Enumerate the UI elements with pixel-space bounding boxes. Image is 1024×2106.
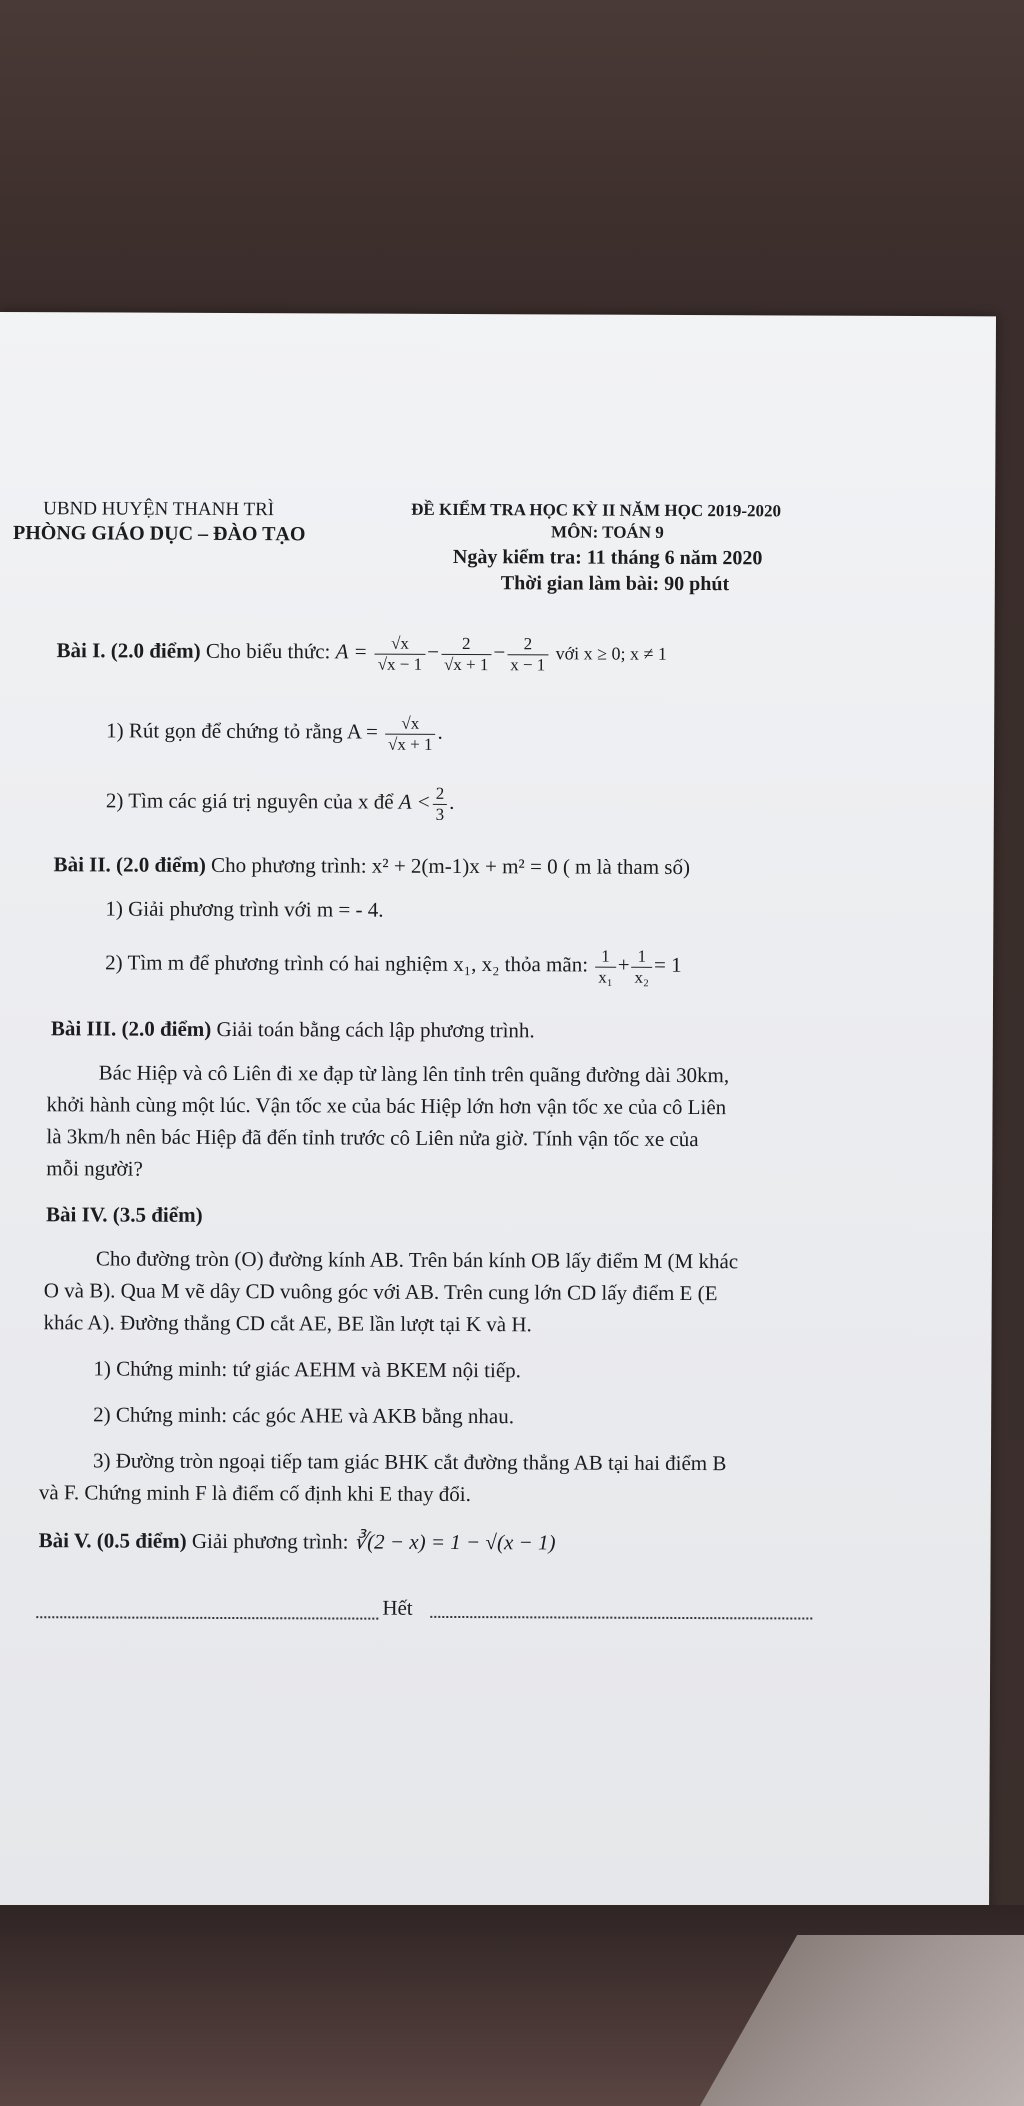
bai4-line-1: Cho đường tròn (O) đường kính AB. Trên bán kính OB lấy điểm M (M khác <box>95 1246 739 1274</box>
bai1-fraction-2: $\frac{2}{√x + 1}$ <box>441 634 492 674</box>
bai1-fraction-3: $\frac{2}{x - 1}$ <box>507 634 548 674</box>
bai1-question-2: 2) Tìm các giá trị nguyên của x để A < $\frac{2}{3}$ . <box>105 783 455 824</box>
bai1-intro: Cho biểu thức: <box>205 638 331 664</box>
bai1-condition: với x ≥ 0; x ≠ 1 <box>555 643 667 664</box>
bai4-question-1: 1) Chứng minh: tứ giác AEHM và BKEM nội tiếp. <box>93 1356 522 1383</box>
header-exam-title: ĐỀ KIỂM TRA HỌC KỲ II NĂM HỌC 2019-2020 <box>411 499 782 521</box>
bai5-intro: Giải phương trình: <box>191 1528 349 1554</box>
header-department: PHÒNG GIÁO DỤC – ĐÀO TẠO <box>12 522 306 546</box>
header-district: UBND HUYỆN THANH TRÌ <box>43 498 275 521</box>
bai3-intro: Giải toán bằng cách lập phương trình. <box>216 1016 535 1043</box>
bai2-fraction-1: $\frac{1}{\text{x₁}}$ <box>595 947 616 987</box>
bai2-title: Bài II. (2.0 điểm) <box>53 852 206 877</box>
bai2-question-2: 2) Tìm m để phương trình có hai nghiệm x₁, x₂ thỏa mãn: $\frac{1}{\text{x₁}}$ + $\frac{1}{\text{x₂}}$ = 1 <box>105 946 682 987</box>
bai2-question-1: 1) Giải phương trình với m = - 4. <box>105 896 384 922</box>
header-exam-date: Ngày kiểm tra: 11 tháng 6 năm 2020 <box>452 545 763 570</box>
bai1-q1-fraction: $\frac{√x}{√x + 1}$ <box>385 714 436 754</box>
bai3-line-4: mỗi người? <box>46 1156 143 1181</box>
bai4-question-3-line-2: và F. Chứng minh F là điểm cố định khi E thay đổi. <box>38 1480 471 1507</box>
bai3-heading <box>51 1016 535 1043</box>
bai4-line-3: khác A). Đường thẳng CD cắt AE, BE lần lượt tại K và H. <box>43 1310 532 1337</box>
bai1-fraction-1: $\frac{√x}{√x - 1}$ <box>375 634 426 674</box>
bai3-line-2: khởi hành cùng một lúc. Vận tốc xe của bác Hiệp lớn hơn vận tốc xe của cô Liên <box>46 1092 727 1120</box>
bai3-line-1: Bác Hiệp và cô Liên đi xe đạp từ làng lên tỉnh trên quãng đường dài 30km, <box>98 1060 730 1088</box>
bai3-line-3: là 3km/h nên bác Hiệp đã đến tỉnh trước cô Liên nửa giờ. Tính vận tốc xe của <box>46 1124 699 1152</box>
bai5-equation: ∛(2 − x) = 1 − √(x − 1) <box>353 1529 556 1555</box>
header-subject: MÔN: TOÁN 9 <box>551 522 664 542</box>
bai2-fraction-2: $\frac{1}{\text{x₂}}$ <box>632 947 653 987</box>
bai4-line-2: O và B). Qua M vẽ dây CD vuông góc với AB. Trên cung lớn CD lấy điểm E (E <box>43 1278 718 1306</box>
bai2-heading <box>54 852 691 880</box>
bai1-question-1: 1) Rút gọn để chứng tỏ rằng A = $\frac{√x}{√x + 1}$ . <box>106 713 443 754</box>
bai1-heading: Bài I. (2.0 điểm) Cho biểu thức: A = $\frac{√x}{√x - 1}$ − $\frac{2}{√x + 1}$ − $\frac{2}{x - 1}$ với x ≥ 0; x ≠ 1 <box>56 633 667 674</box>
bai5-heading <box>39 1528 556 1555</box>
bai4-question-3-line-1: 3) Đường tròn ngoại tiếp tam giác BHK cắt đường thẳng AB tại hai điểm B <box>92 1448 727 1476</box>
footer-dotted-line-right <box>430 1616 812 1620</box>
exam-paper <box>0 312 996 1916</box>
footer-end-label: Hết <box>382 1595 413 1620</box>
bai4-question-2: 2) Chứng minh: các góc AHE và AKB bằng nhau. <box>93 1402 515 1429</box>
header-duration: Thời gian làm bài: 90 phút <box>500 572 730 596</box>
bai2-intro: Cho phương trình: x² + 2(m-1)x + m² = 0 ( m là tham số) <box>211 852 691 880</box>
bai3-title: Bài III. (2.0 điểm) <box>50 1016 212 1041</box>
bai1-title: Bài I. (2.0 điểm) <box>56 638 201 663</box>
bai4-title: Bài IV. (3.5 điểm) <box>46 1202 203 1227</box>
footer-dotted-line-left <box>36 1616 378 1619</box>
bai5-title: Bài V. (0.5 điểm) <box>38 1528 187 1553</box>
bai1-a-eq: A = <box>335 639 368 664</box>
bai1-q2-fraction: $\frac{2}{3}$ <box>433 784 448 824</box>
